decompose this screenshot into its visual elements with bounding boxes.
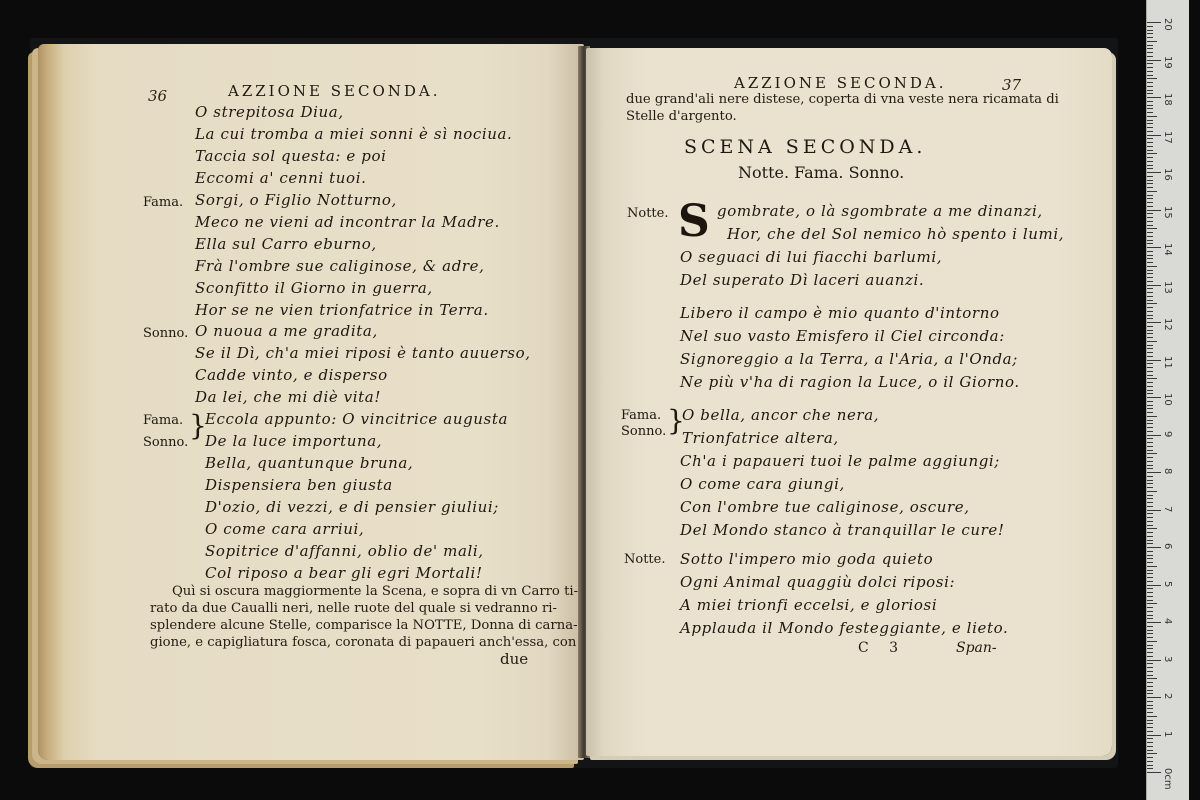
ruler-tick <box>1147 727 1153 728</box>
ruler-tick <box>1147 251 1153 252</box>
verse-line: Ogni Animal quaggiù dolci riposi: <box>680 573 956 591</box>
right-running-head: AZZIONE SECONDA. <box>734 74 947 92</box>
ruler-tick <box>1147 585 1161 586</box>
ruler-tick <box>1147 716 1157 717</box>
scene-characters: Notte. Fama. Sonno. <box>738 163 905 182</box>
ruler-tick <box>1147 236 1153 237</box>
ruler-tick <box>1147 300 1153 301</box>
ruler-tick <box>1147 663 1153 664</box>
ruler-tick <box>1147 423 1153 424</box>
ruler-tick <box>1147 772 1161 773</box>
ruler-tick <box>1147 326 1153 327</box>
verse-line: Eccomi a' cenni tuoi. <box>195 169 367 187</box>
ruler-tick <box>1147 360 1161 361</box>
ruler-tick <box>1147 641 1157 642</box>
ruler-tick <box>1147 528 1157 529</box>
ruler-number: 18 <box>1162 93 1173 106</box>
ruler-tick <box>1147 187 1153 188</box>
ruler-tick <box>1147 356 1153 357</box>
ruler-tick <box>1147 435 1161 436</box>
ruler-tick <box>1147 622 1161 623</box>
ruler-tick <box>1147 491 1157 492</box>
verse-line: Dispensiera ben giusta <box>205 476 393 494</box>
ruler-number: 11 <box>1162 355 1173 369</box>
ruler-tick <box>1147 675 1153 676</box>
ruler-tick <box>1147 225 1153 226</box>
ruler-tick <box>1147 266 1157 267</box>
ruler-tick <box>1147 746 1153 747</box>
verse-line: Sorgi, o Figlio Notturno, <box>195 191 397 209</box>
ruler-tick <box>1147 341 1157 342</box>
verse-line: Hor se ne vien trionfatrice in Terra. <box>195 301 489 319</box>
ruler-tick <box>1147 112 1153 113</box>
verse-line: gombrate, o là sgombrate a me dinanzi, <box>717 202 1043 220</box>
ruler-tick <box>1147 412 1153 413</box>
verse-line: Cadde vinto, e disperso <box>195 366 388 384</box>
ruler-tick <box>1147 498 1153 499</box>
verse-line: Nel suo vasto Emisfero il Ciel circonda: <box>680 327 1005 345</box>
ruler-tick <box>1147 551 1153 552</box>
stage-direction-line: rato da due Caualli neri, nelle ruote del quale si vedranno ri- <box>150 601 557 616</box>
ruler-tick <box>1147 761 1153 762</box>
ruler-tick <box>1147 131 1153 132</box>
ruler-tick <box>1147 210 1161 211</box>
ruler-tick <box>1147 172 1161 173</box>
ruler-tick <box>1147 101 1153 102</box>
catchword: due <box>500 650 529 668</box>
verse-line: O bella, ancor che nera, <box>682 406 880 424</box>
verse-line: Libero il campo è mio quanto d'intorno <box>680 304 1000 322</box>
ruler-tick <box>1147 502 1153 503</box>
ruler-tick <box>1147 468 1153 469</box>
ruler-tick <box>1147 240 1153 241</box>
verse-line: Signoreggio a la Terra, a l'Aria, a l'Onda; <box>680 350 1018 368</box>
speaker-label-notte: Notte. <box>627 206 669 221</box>
catchword: Span- <box>956 640 997 656</box>
verse-line: Ch'a i papaueri tuoi le palme aggiungi; <box>680 452 1000 470</box>
ruler-tick <box>1147 536 1153 537</box>
ruler-number: 16 <box>1162 168 1173 181</box>
ruler-number: 15 <box>1162 205 1173 219</box>
verse-line: Trionfatrice altera, <box>682 429 839 447</box>
signature-mark: C 3 <box>858 640 907 656</box>
ruler-tick <box>1147 453 1157 454</box>
ruler-tick <box>1147 483 1153 484</box>
ruler-tick <box>1147 191 1157 192</box>
ruler-tick <box>1147 247 1161 248</box>
ruler-tick <box>1147 41 1157 42</box>
ruler-tick <box>1147 420 1153 421</box>
ruler-tick <box>1147 86 1153 87</box>
ruler-tick <box>1147 457 1153 458</box>
ruler-tick <box>1147 45 1153 46</box>
ruler-tick <box>1147 228 1157 229</box>
ruler-tick <box>1147 671 1153 672</box>
ruler-tick <box>1147 615 1153 616</box>
ruler-tick <box>1147 273 1153 274</box>
verse-line: Taccia sol questa: e poi <box>195 147 387 165</box>
stage-direction-line: splendere alcune Stelle, comparisce la NOTTE, Donna di carna- <box>150 618 578 633</box>
ruler-number: 3 <box>1162 655 1173 662</box>
left-running-head: AZZIONE SECONDA. <box>228 82 441 100</box>
ruler-tick <box>1147 138 1153 139</box>
stage-direction-line: gione, e capigliatura fosca, coronata di papaueri anch'essa, con <box>150 635 577 650</box>
ruler-tick <box>1147 382 1153 383</box>
ruler-tick <box>1147 296 1153 297</box>
verse-line: O nuoua a me gradita, <box>195 322 378 340</box>
ruler-tick <box>1147 562 1153 563</box>
speaker-brace: } <box>667 404 685 437</box>
ruler-tick <box>1147 656 1153 657</box>
verse-line: Bella, quantunque bruna, <box>205 454 414 472</box>
ruler-tick <box>1147 393 1153 394</box>
ruler-tick <box>1147 67 1153 68</box>
ruler-tick <box>1147 750 1153 751</box>
stage-direction-line: Quì si oscura maggiormente la Scena, e sopra di vn Carro ti- <box>172 584 579 599</box>
ruler-tick <box>1147 221 1153 222</box>
verse-line: O strepitosa Diua, <box>195 103 344 121</box>
ruler-tick <box>1147 52 1153 53</box>
ruler-tick <box>1147 322 1161 323</box>
ruler-tick <box>1147 705 1153 706</box>
ruler-tick <box>1147 116 1157 117</box>
ruler-number: 9 <box>1162 430 1173 437</box>
ruler-tick <box>1147 195 1153 196</box>
ruler-tick <box>1147 97 1161 98</box>
ruler-tick <box>1147 648 1153 649</box>
speaker-brace: } <box>189 409 207 442</box>
ruler-tick <box>1147 517 1153 518</box>
ruler-tick <box>1147 682 1153 683</box>
ruler-tick <box>1147 270 1153 271</box>
ruler-tick <box>1147 161 1153 162</box>
ruler-tick <box>1147 461 1153 462</box>
ruler-tick <box>1147 401 1153 402</box>
ruler-tick <box>1147 712 1153 713</box>
ruler-tick <box>1147 588 1153 589</box>
ruler-tick <box>1147 217 1153 218</box>
ruler-number: 8 <box>1162 468 1173 475</box>
ruler-tick <box>1147 607 1153 608</box>
ruler-tick <box>1147 637 1153 638</box>
verse-line: Meco ne vieni ad incontrar la Madre. <box>195 213 500 231</box>
ruler-tick <box>1147 318 1153 319</box>
ruler-tick <box>1147 386 1153 387</box>
ruler-tick <box>1147 408 1153 409</box>
ruler-tick <box>1147 22 1161 23</box>
ruler-tick <box>1147 480 1153 481</box>
drop-cap: S <box>678 196 710 247</box>
ruler-tick <box>1147 446 1153 447</box>
ruler-tick <box>1147 431 1153 432</box>
verse-line: Se il Dì, ch'a miei riposi è tanto auuerso, <box>195 344 531 362</box>
verse-line: Applauda il Mondo festeggiante, e lieto. <box>680 619 1009 637</box>
ruler-tick <box>1147 127 1153 128</box>
ruler-tick <box>1147 71 1153 72</box>
ruler-tick <box>1147 303 1157 304</box>
ruler-tick <box>1147 337 1153 338</box>
ruler-tick <box>1147 146 1153 147</box>
ruler-tick <box>1147 577 1153 578</box>
ruler-tick <box>1147 701 1153 702</box>
speaker-label-fama: Fama. <box>143 413 184 428</box>
speaker-label-notte: Notte. <box>624 552 666 567</box>
ruler-tick <box>1147 213 1153 214</box>
ruler-tick <box>1147 506 1153 507</box>
ruler-tick <box>1147 450 1153 451</box>
scene-title: SCENA SECONDA. <box>684 136 927 158</box>
ruler-tick <box>1147 476 1153 477</box>
verse-line: Con l'ombre tue caliginose, oscure, <box>680 498 970 516</box>
speaker-label-fama: Fama. <box>621 408 662 423</box>
verse-line: Del Mondo stanco à tranquillar le cure! <box>680 521 1005 539</box>
ruler-tick <box>1147 581 1153 582</box>
ruler-tick <box>1147 592 1153 593</box>
ruler-tick <box>1147 288 1153 289</box>
ruler-tick <box>1147 285 1161 286</box>
ruler-tick <box>1147 153 1157 154</box>
ruler-tick <box>1147 472 1161 473</box>
verse-line: Eccola appunto: O vincitrice augusta <box>205 410 509 428</box>
ruler-number: 13 <box>1162 280 1173 294</box>
ruler-tick <box>1147 690 1153 691</box>
ruler-tick <box>1147 33 1153 34</box>
verse-line: Ella sul Carro eburno, <box>195 235 377 253</box>
ruler-tick <box>1147 547 1161 548</box>
ruler-tick <box>1147 596 1153 597</box>
ruler-number: 4 <box>1162 618 1173 625</box>
ruler-number: 17 <box>1162 130 1173 144</box>
ruler-tick <box>1147 180 1153 181</box>
ruler-number: 2 <box>1162 693 1173 700</box>
ruler-tick <box>1147 26 1153 27</box>
ruler-number: 19 <box>1162 55 1173 69</box>
ruler-tick <box>1147 345 1153 346</box>
verse-line: Frà l'ombre sue caliginose, & adre, <box>195 257 485 275</box>
ruler-tick <box>1147 63 1153 64</box>
ruler-tick <box>1147 731 1153 732</box>
ruler-tick <box>1147 633 1153 634</box>
ruler-tick <box>1147 566 1157 567</box>
ruler-tick <box>1147 150 1153 151</box>
ruler-tick <box>1147 363 1153 364</box>
ruler-tick <box>1147 510 1161 511</box>
ruler-tick <box>1147 532 1153 533</box>
ruler-tick <box>1147 768 1153 769</box>
ruler-tick <box>1147 202 1153 203</box>
ruler-tick <box>1147 258 1153 259</box>
ruler-tick <box>1147 90 1153 91</box>
ruler-tick <box>1147 652 1153 653</box>
ruler-tick <box>1147 60 1161 61</box>
stage-direction-line: due grand'ali nere distese, coperta di vna veste nera ricamata di <box>626 92 1059 107</box>
ruler-tick <box>1147 142 1153 143</box>
ruler-tick <box>1147 757 1153 758</box>
ruler-tick <box>1147 600 1153 601</box>
ruler-tick <box>1147 427 1153 428</box>
ruler-tick <box>1147 176 1153 177</box>
ruler-tick <box>1147 735 1161 736</box>
speaker-label-fama: Fama. <box>143 195 184 210</box>
ruler-tick <box>1147 48 1153 49</box>
ruler-number: 20 <box>1162 18 1173 31</box>
ruler-tick <box>1147 570 1153 571</box>
ruler-tick <box>1147 82 1153 83</box>
ruler-tick <box>1147 165 1153 166</box>
left-page-number: 36 <box>148 87 168 105</box>
ruler-tick <box>1147 543 1153 544</box>
ruler-tick <box>1147 315 1153 316</box>
ruler-tick <box>1147 753 1157 754</box>
ruler-tick <box>1147 30 1153 31</box>
verse-line: A miei trionfi eccelsi, e gloriosi <box>680 596 938 614</box>
speaker-label-sonno: Sonno. <box>143 326 189 341</box>
ruler-tick <box>1147 442 1153 443</box>
verse-line: De la luce importuna, <box>205 432 383 450</box>
ruler-tick <box>1147 330 1153 331</box>
ruler-tick <box>1147 105 1153 106</box>
ruler-tick <box>1147 626 1153 627</box>
ruler-tick <box>1147 168 1153 169</box>
ruler-tick <box>1147 693 1153 694</box>
ruler-tick <box>1147 555 1153 556</box>
ruler-tick <box>1147 378 1157 379</box>
speaker-label-sonno: Sonno. <box>143 435 189 450</box>
ruler-tick <box>1147 123 1153 124</box>
ruler-tick <box>1147 232 1153 233</box>
verse-line: Sopitrice d'affanni, oblio de' mali, <box>205 542 484 560</box>
ruler-tick <box>1147 375 1153 376</box>
verse-line: Del superato Dì laceri auanzi. <box>680 271 925 289</box>
ruler-tick <box>1147 742 1153 743</box>
ruler-tick <box>1147 262 1153 263</box>
measuring-ruler <box>1146 0 1189 800</box>
ruler-tick <box>1147 292 1153 293</box>
ruler-tick <box>1147 56 1153 57</box>
ruler-tick <box>1147 660 1161 661</box>
ruler-tick <box>1147 255 1153 256</box>
ruler-tick <box>1147 120 1153 121</box>
ruler-tick <box>1147 390 1153 391</box>
ruler-tick <box>1147 495 1153 496</box>
ruler-tick <box>1147 558 1153 559</box>
ruler-tick <box>1147 738 1153 739</box>
ruler-tick <box>1147 367 1153 368</box>
ruler-tick <box>1147 157 1153 158</box>
ruler-tick <box>1147 243 1153 244</box>
ruler-number: 6 <box>1162 543 1173 550</box>
ruler-number: 10 <box>1162 393 1173 406</box>
ruler-tick <box>1147 307 1153 308</box>
verse-line: O come cara giungi, <box>680 475 845 493</box>
verse-line: Ne più v'ha di ragion la Luce, o il Giorno. <box>680 373 1020 391</box>
ruler-tick <box>1147 678 1157 679</box>
ruler-tick <box>1147 333 1153 334</box>
ruler-tick <box>1147 618 1153 619</box>
ruler-tick <box>1147 667 1153 668</box>
verse-line: D'ozio, di vezzi, e di pensier giuliui; <box>205 498 499 516</box>
ruler-tick <box>1147 487 1153 488</box>
verse-line: La cui tromba a miei sonni è sì nociua. <box>195 125 513 143</box>
ruler-tick <box>1147 573 1153 574</box>
ruler-tick <box>1147 37 1153 38</box>
verse-line: Col riposo a bear gli egri Mortali! <box>205 564 483 582</box>
ruler-tick <box>1147 708 1153 709</box>
ruler-number: 14 <box>1162 243 1173 256</box>
ruler-tick <box>1147 206 1153 207</box>
verse-line: O come cara arriui, <box>205 520 365 538</box>
ruler-tick <box>1147 611 1153 612</box>
ruler-tick <box>1147 686 1153 687</box>
ruler-tick <box>1147 630 1153 631</box>
stage-direction-line: Stelle d'argento. <box>626 109 737 124</box>
ruler-tick <box>1147 723 1153 724</box>
ruler-tick <box>1147 397 1161 398</box>
ruler-tick <box>1147 371 1153 372</box>
ruler-number: 1 <box>1162 730 1173 737</box>
ruler-tick <box>1147 540 1153 541</box>
verse-line: Hor, che del Sol nemico hò spento i lumi, <box>727 225 1065 243</box>
ruler-tick <box>1147 720 1153 721</box>
ruler-tick <box>1147 311 1153 312</box>
ruler-tick <box>1147 405 1153 406</box>
ruler-tick <box>1147 135 1161 136</box>
ruler-tick <box>1147 281 1153 282</box>
ruler-tick <box>1147 108 1153 109</box>
verse-line: Sconfitto il Giorno in guerra, <box>195 279 433 297</box>
ruler-tick <box>1147 521 1153 522</box>
ruler-tick <box>1147 438 1153 439</box>
ruler-number: 7 <box>1162 505 1173 512</box>
ruler-number: 5 <box>1162 580 1173 587</box>
verse-line: O seguaci di lui fiacchi barlumi, <box>680 248 943 266</box>
ruler-tick <box>1147 513 1153 514</box>
ruler-tick <box>1147 352 1153 353</box>
ruler-tick <box>1147 277 1153 278</box>
ruler-tick <box>1147 525 1153 526</box>
ruler-tick <box>1147 697 1161 698</box>
ruler-tick <box>1147 603 1157 604</box>
ruler-tick <box>1147 183 1153 184</box>
speaker-label-sonno: Sonno. <box>621 424 667 439</box>
ruler-tick <box>1147 75 1153 76</box>
ruler-tick <box>1147 348 1153 349</box>
verse-line: Da lei, che mi diè vita! <box>195 388 381 406</box>
ruler-number: 0cm <box>1162 768 1173 790</box>
ruler-tick <box>1147 416 1157 417</box>
ruler-number: 12 <box>1162 318 1173 331</box>
ruler-tick <box>1147 645 1153 646</box>
ruler-tick <box>1147 78 1157 79</box>
ruler-tick <box>1147 198 1153 199</box>
ruler-tick <box>1147 93 1153 94</box>
right-page-number: 37 <box>1002 76 1022 94</box>
ruler-tick <box>1147 765 1153 766</box>
ruler-tick <box>1147 465 1153 466</box>
verse-line: Sotto l'impero mio goda quieto <box>680 550 934 568</box>
